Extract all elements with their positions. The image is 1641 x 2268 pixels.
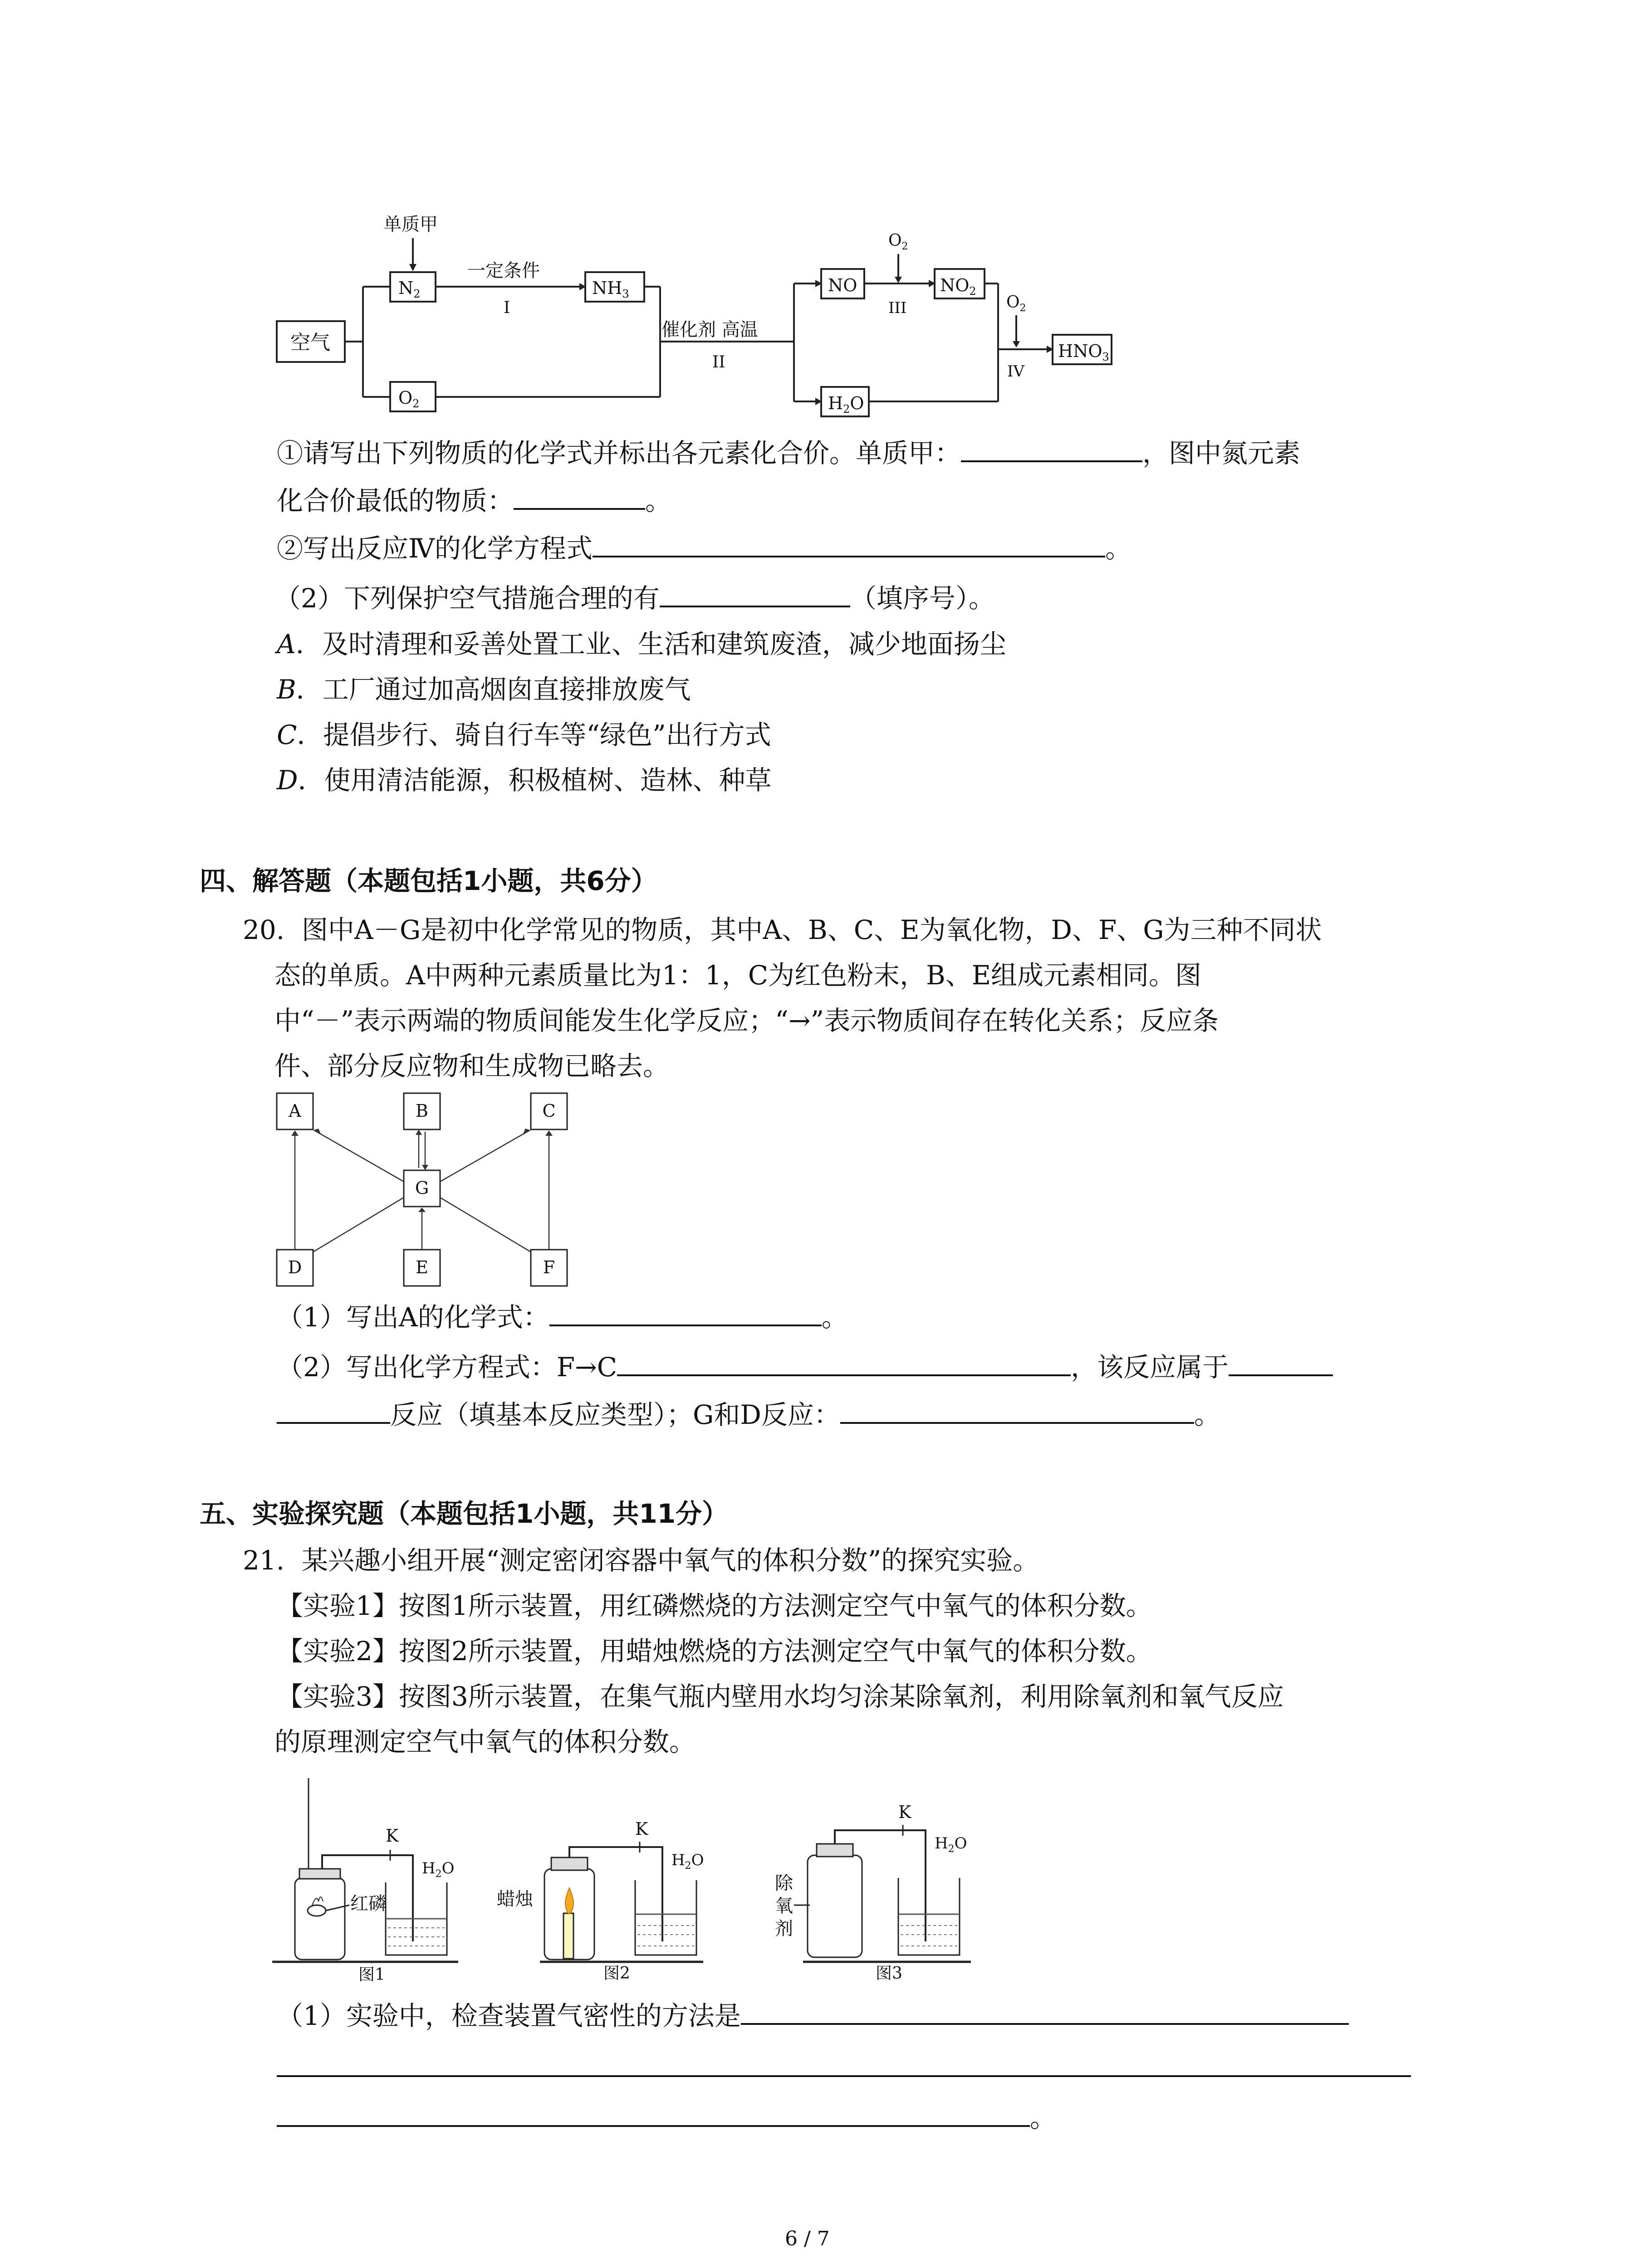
svg-text:II: II xyxy=(712,353,725,371)
q20-line3: 中“－”表示两端的物质间能发生化学反应；“→”表示物质间存在转化关系；反应条 xyxy=(274,1005,1219,1036)
q21-experiment3: 【实验3】按图3所示装置，在集气瓶内壁用水均匀涂某除氧剂，利用除氧剂和氧气反应 xyxy=(277,1681,1284,1712)
svg-text:K: K xyxy=(635,1819,648,1839)
answer-blank-a-formula[interactable] xyxy=(549,1297,822,1326)
svg-text:O2: $O_2$ xyxy=(398,388,420,410)
svg-text:H2O: $H_2O$ xyxy=(422,1859,455,1880)
svg-text:一定条件: 一定条件 xyxy=(467,260,540,281)
svg-text:O2: $O_2$ xyxy=(888,231,908,252)
svg-text:除: 除 xyxy=(775,1873,793,1894)
svg-text:B: B xyxy=(416,1101,428,1121)
svg-text:催化剂 高温: 催化剂 高温 xyxy=(661,319,758,340)
svg-text:III: III xyxy=(888,299,907,317)
q20-part1: （1）写出A的化学式： 。 xyxy=(277,1297,848,1335)
q20-number: 20. xyxy=(243,914,285,945)
svg-text:N2: $N_2$ xyxy=(398,278,421,300)
answer-blank-danzhi[interactable] xyxy=(961,433,1142,462)
svg-text:NH3: $NH_3$ xyxy=(592,278,629,300)
q21-part1-end: 。 xyxy=(277,2098,1056,2136)
relation-diagram xyxy=(268,1089,576,1293)
q21-experiment3-cont: 的原理测定空气中氧气的体积分数。 xyxy=(274,1726,696,1757)
svg-text:K: K xyxy=(898,1802,911,1822)
svg-text:D: D xyxy=(288,1257,302,1277)
svg-text:A: A xyxy=(289,1101,301,1121)
q19-line2: 化合价最低的物质： 。 xyxy=(277,481,671,519)
q19-option-c: C．提倡步行、骑自行车等“绿色”出行方式 xyxy=(277,719,771,750)
q19-option-a: A．及时清理和妥善处置工业、生活和建筑废渣，减少地面扬尘 xyxy=(277,629,1006,660)
answer-blank-eq4[interactable] xyxy=(593,528,1105,557)
q21-experiment1: 【实验1】按图1所示装置，用红磷燃烧的方法测定空气中氧气的体积分数。 xyxy=(277,1590,1152,1621)
svg-text:红磷: 红磷 xyxy=(350,1893,387,1914)
q19-line1: ①请写出下列物质的化学式并标出各元素化合价。单质甲： ，图中氮元素 xyxy=(277,433,1300,471)
nitrogen-flow-diagram xyxy=(263,204,1171,431)
apparatus-figures xyxy=(272,1769,1043,1982)
q19-option-d: D．使用清洁能源，积极植树、造林、种草 xyxy=(277,765,772,796)
page-number: 6 / 7 xyxy=(785,2227,830,2250)
answer-blank-reaction-type-2[interactable] xyxy=(277,1395,390,1424)
answer-blank-reaction-type[interactable] xyxy=(1229,1347,1333,1376)
answer-blank-g-d[interactable] xyxy=(840,1395,1194,1424)
svg-text:G: G xyxy=(415,1178,429,1198)
svg-text:图3: 图3 xyxy=(876,1964,902,1982)
q20-part2-cont: 反应（填基本反应类型）；G和D反应： 。 xyxy=(277,1395,1220,1433)
svg-text:E: E xyxy=(416,1257,428,1277)
svg-text:图2: 图2 xyxy=(603,1964,630,1982)
section-4-title: 四、解答题（本题包括1小题，共6分） xyxy=(200,865,657,896)
svg-text:F: F xyxy=(543,1257,555,1277)
q21-intro: 某兴趣小组开展“测定密闭容器中氧气的体积分数”的探究实验。 xyxy=(302,1545,1039,1576)
svg-text:H2O: $H_2O$ xyxy=(935,1834,967,1855)
q20-line2: 态的单质。A中两种元素质量比为1：1，C为红色粉末，B、E组成元素相同。图 xyxy=(274,960,1202,991)
svg-text:氧: 氧 xyxy=(775,1896,793,1916)
svg-text:H2O: $H_2O$ xyxy=(671,1851,704,1872)
q21-part1: （1）实验中，检查装置气密性的方法是 xyxy=(277,1996,1349,2034)
svg-text:NO: NO xyxy=(828,275,857,295)
q21-number: 21. xyxy=(243,1545,285,1576)
svg-text:NO2: $NO_2$ xyxy=(940,275,976,298)
svg-text:I: I xyxy=(504,298,510,317)
answer-blank-lowest-n[interactable] xyxy=(514,481,645,510)
q21-experiment2: 【实验2】按图2所示装置，用蜡烛燃烧的方法测定空气中氧气的体积分数。 xyxy=(277,1636,1152,1667)
svg-text:剂: 剂 xyxy=(775,1918,793,1939)
q20-line1: 图中A－G是初中化学常见的物质，其中A、B、C、E为氧化物，D、F、G为三种不同状 xyxy=(302,914,1322,945)
q19-line3: ②写出反应Ⅳ的化学方程式 。 xyxy=(277,528,1132,567)
svg-text:空气: 空气 xyxy=(290,331,330,354)
answer-blank-f-to-c[interactable] xyxy=(617,1347,1071,1376)
answer-line-2[interactable] xyxy=(277,2075,1411,2077)
svg-text:图1: 图1 xyxy=(358,1965,385,1982)
svg-text:IV: IV xyxy=(1007,362,1024,381)
svg-text:HNO3: $HNO_3$ xyxy=(1058,341,1109,363)
q19-option-b: B．工厂通过加高烟囱直接排放废气 xyxy=(277,674,691,705)
q19-part2: （2）下列保护空气措施合理的有 （填序号）。 xyxy=(274,578,995,616)
section-5-title: 五、实验探究题（本题包括1小题，共11分） xyxy=(200,1498,729,1529)
svg-text:蜡烛: 蜡烛 xyxy=(497,1889,533,1910)
svg-text:H2O: $H_2O$ xyxy=(828,393,864,415)
answer-blank-airtight-3[interactable] xyxy=(277,2098,1030,2127)
svg-text:K: K xyxy=(386,1826,399,1846)
svg-text:C: C xyxy=(542,1101,556,1121)
answer-blank-measures[interactable] xyxy=(660,578,850,607)
svg-text:单质甲: 单质甲 xyxy=(383,214,438,235)
svg-text:O2: $O_2$ xyxy=(1006,293,1026,314)
q20-line4: 件、部分反应物和生成物已略去。 xyxy=(274,1051,670,1081)
answer-blank-airtight-1[interactable] xyxy=(741,1996,1349,2025)
q20-part2: （2）写出化学方程式：F→C ，该反应属于 xyxy=(277,1347,1333,1385)
